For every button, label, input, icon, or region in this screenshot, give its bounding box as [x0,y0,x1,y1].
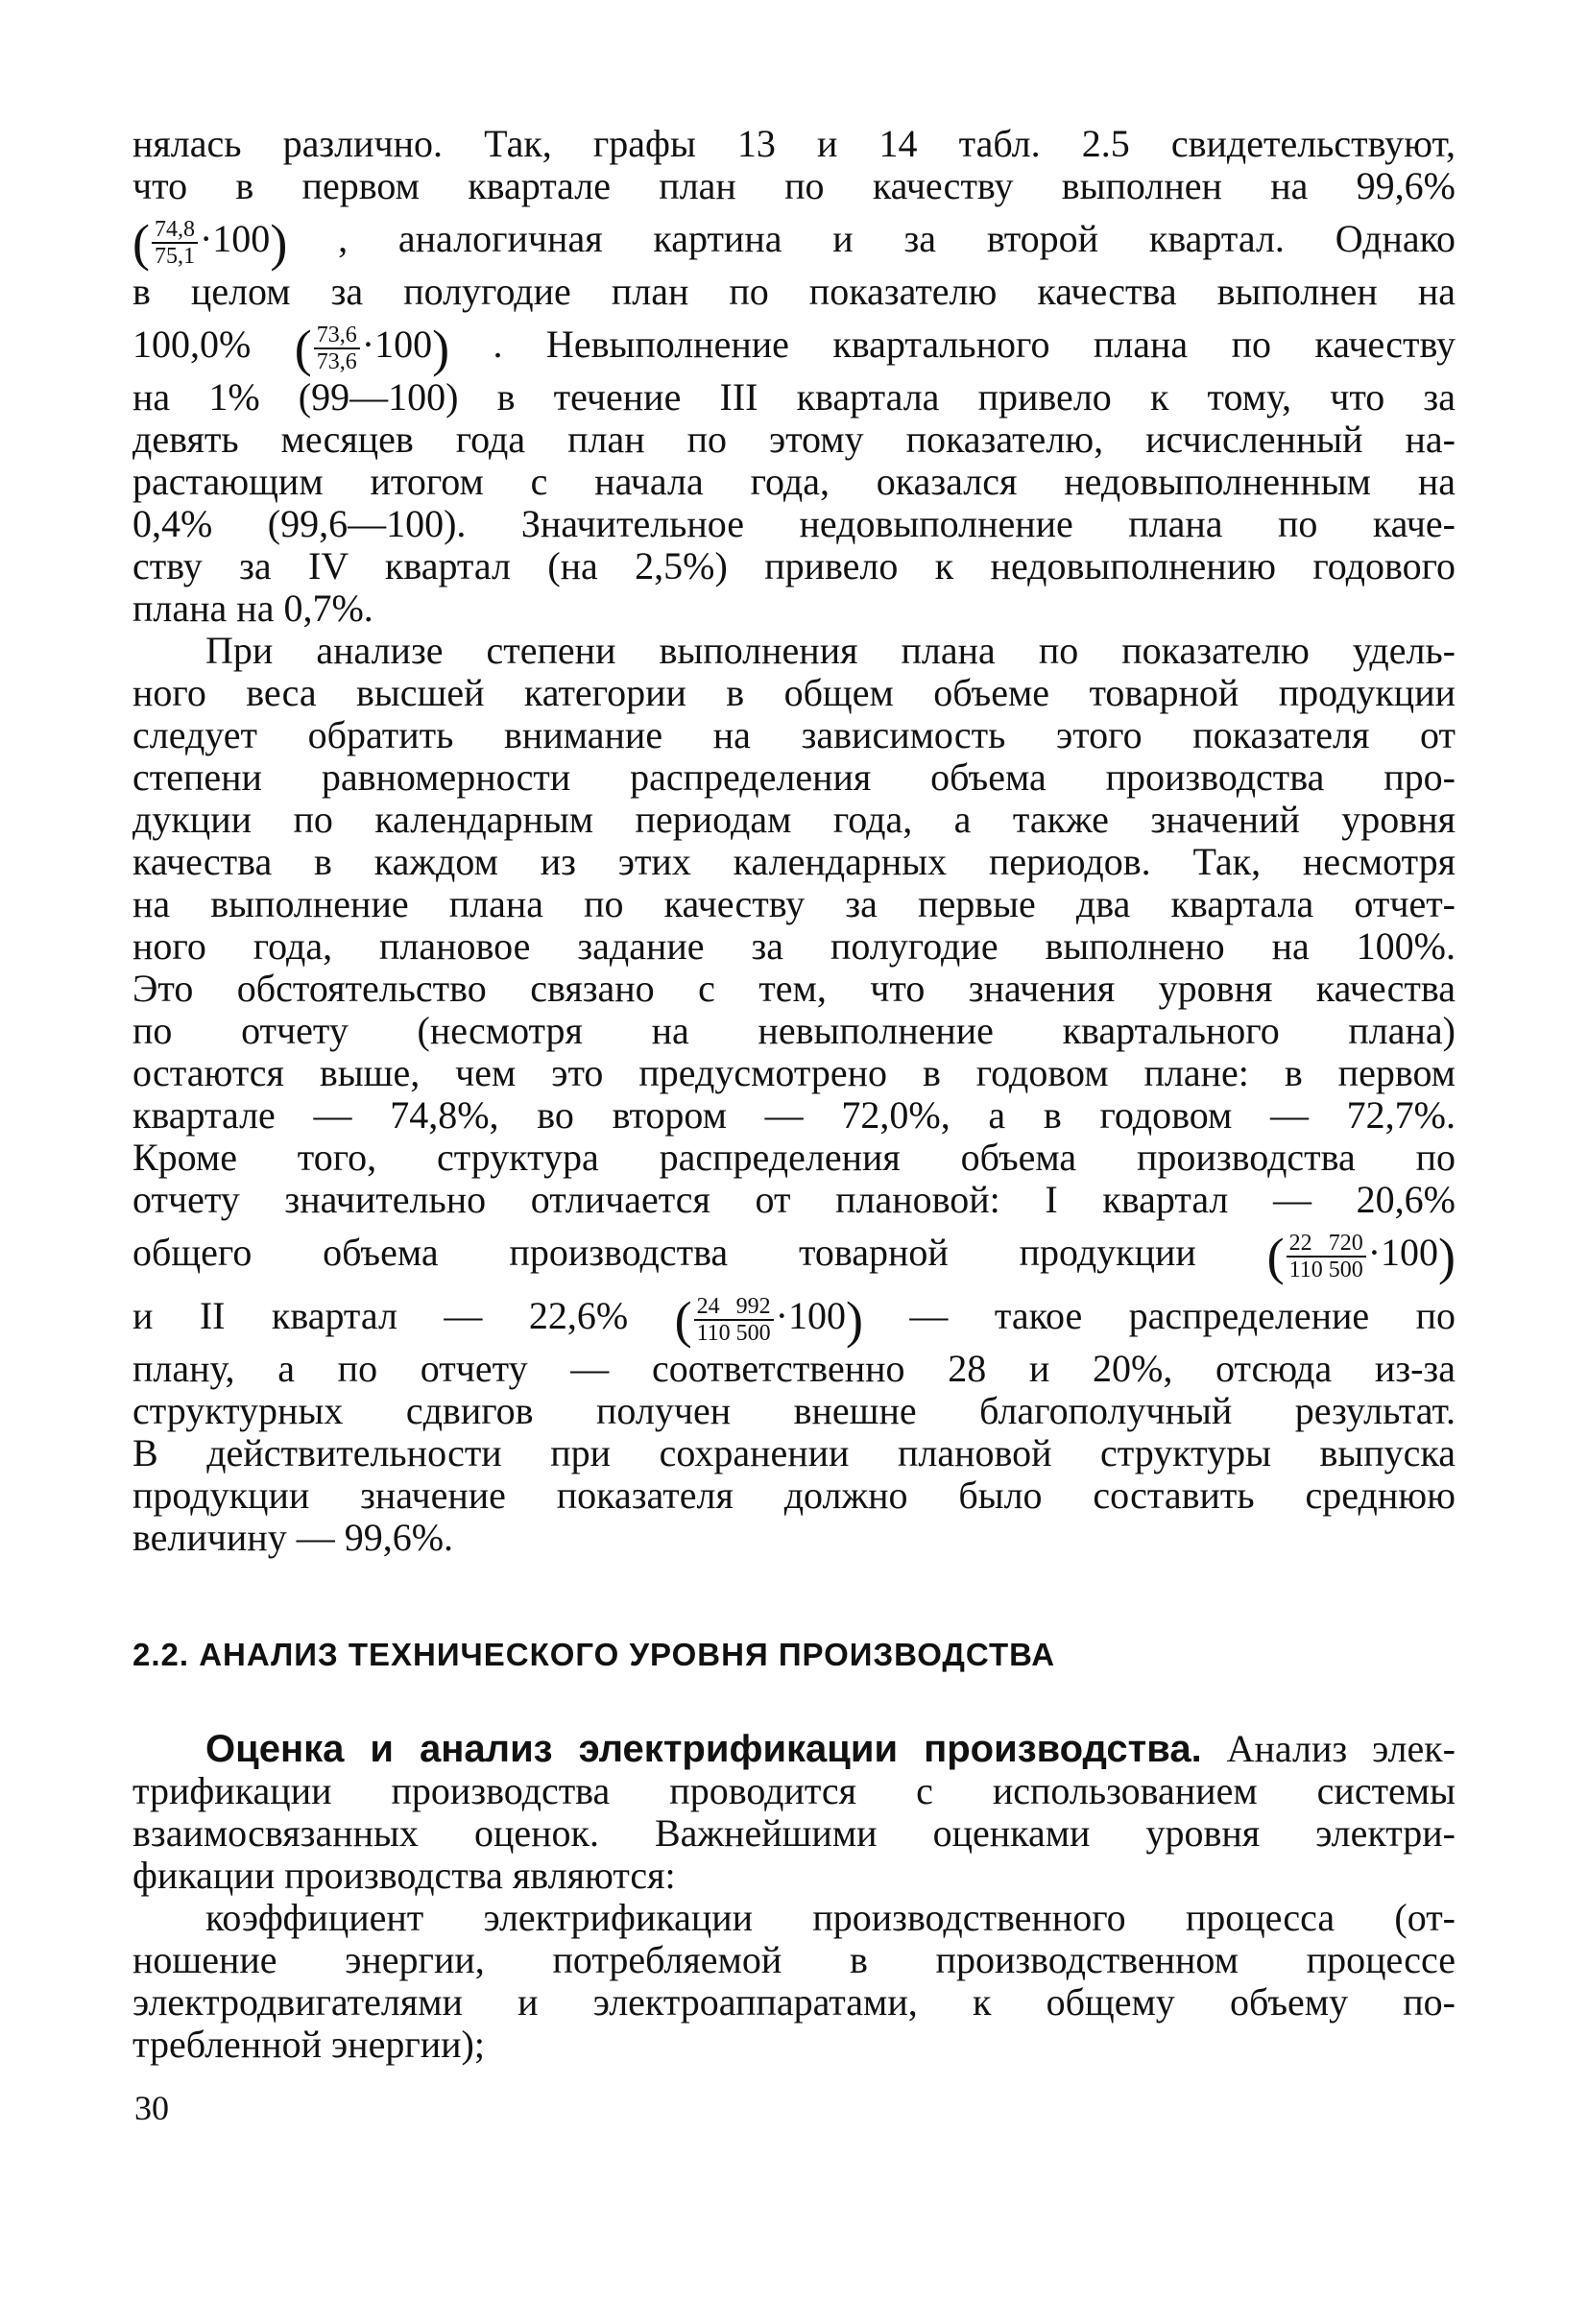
page-content [132,123,1456,2066]
paragraph-4 [132,1897,1456,2066]
text-line: что в первом квартале план по качеству выполнен на 99,6% [132,164,1456,207]
paren-right: ) [1438,1227,1456,1285]
text-line-with-fraction [132,313,1456,376]
fraction-denominator: 110 500 [1288,1257,1363,1282]
paragraph-2 [132,630,1456,1559]
text-line: степени равномерности распределения объема производства про- [132,755,1456,799]
fraction [694,1294,774,1346]
paren-right: ) [432,319,450,377]
text-line: по отчету (несмотря на невыполнение квартального плана) [132,1009,1456,1052]
paren-left: ( [294,319,312,377]
text-line: В действительности при сохранении плановой структуры выпуска [132,1431,1456,1474]
text-line-with-fraction [132,207,1456,271]
text-line-with-fraction [132,1284,1456,1348]
text-segment: Анализ элек- [1201,1727,1456,1770]
text-line: в целом за полугодие план по показателю качества выполнен на [132,270,1456,313]
text-line: ношение энергии, потребляемой в производственном процессе [132,1938,1456,1981]
fraction-numerator: 74,8 [152,217,198,244]
paren-right: ) [846,1290,863,1349]
text-line: ству за IV квартал (на 2,5%) привело к недовыполнению годового [132,544,1456,587]
text-segment: . Невыполнение квартального плана по качеству [493,323,1456,366]
text-line-with-fraction [132,1221,1456,1284]
fraction-numerator: 22 720 [1287,1231,1366,1258]
page-number: 30 [134,2089,169,2127]
text-line: плана на 0,7%. [132,587,373,630]
paren-right: ) [270,213,288,272]
text-line: коэффициент электрификации производственного процесса (от- [205,1896,1456,1939]
text-segment: общего объема производства товарной продукции [132,1231,1196,1274]
text-line: продукции значение показателя должно было составить среднюю [132,1473,1456,1517]
multiplier: ·100 [361,323,433,366]
text-line: качества в каждом из этих календарных периодов. Так, несмотря [132,840,1456,883]
text-line [132,1728,1456,1770]
text-line: взаимосвязанных оценок. Важнейшими оценками уровня электри- [132,1811,1456,1855]
text-line: фикации производства являются: [132,1854,676,1897]
text-line: на выполнение плана по качеству за первые два квартала отчет- [132,882,1456,925]
text-line: нялась различно. Так, графы 13 и 14 табл. 2.5 свидетельствуют, [132,122,1456,165]
fraction-numerator: 24 992 [694,1294,774,1321]
text-line: плану, а по отчету — соответственно 28 и 20%, отсюда из-за [132,1347,1456,1390]
multiplier: ·100 [1367,1231,1439,1274]
paragraph-3 [132,1728,1456,1897]
text-segment: 100,0% [132,323,252,366]
text-line: трификации производства проводится с использованием системы [132,1769,1456,1812]
fraction-denominator: 73,6 [316,348,357,374]
text-line: 0,4% (99,6—100). Значительное недовыполнение плана по каче- [132,502,1456,545]
text-line: остаются выше, чем это предусмотрено в годовом плане: в первом [132,1051,1456,1094]
text-line: квартале — 74,8%, во втором — 72,0%, а в годовом — 72,7%. [132,1093,1456,1137]
text-line: на 1% (99—100) в течение III квартала привело к тому, что за [132,375,1456,419]
fraction-denominator: 75,1 [154,243,195,269]
text-line: Это обстоятельство связано с тем, что значения уровня качества [132,967,1456,1010]
text-line: электродвигателями и электроаппаратами, к общему объему по- [132,1980,1456,2024]
text-line: структурных сдвигов получен внешне благополучный результат. [132,1389,1456,1432]
text-line: величину — 99,6%. [132,1516,454,1559]
text-line: следует обратить внимание на зависимость этого показателя от [132,713,1456,756]
text-line: Кроме того, структура распределения объема производства по [132,1136,1456,1179]
text-line: При анализе степени выполнения плана по показателю удель- [205,629,1456,672]
fraction-numerator: 73,6 [314,323,360,349]
bold-lead-in: Оценка и анализ электрификации производства. [205,1728,1202,1770]
text-line: ного веса высшей категории в общем объеме товарной продукции [132,671,1456,714]
text-segment: — такое распределение по [909,1294,1456,1337]
text-line: требленной энергии); [132,2023,485,2066]
multiplier: ·100 [199,217,271,260]
text-line: девять месяцев года план по этому показателю, исчисленный на- [132,418,1456,461]
section-heading: 2.2. АНАЛИЗ ТЕХНИЧЕСКОГО УРОВНЯ ПРОИЗВОДСТВА [132,1637,1056,1672]
fraction [1287,1231,1366,1282]
paren-left: ( [1266,1227,1285,1285]
paragraph-1 [132,123,1456,630]
fraction [314,323,360,374]
fraction-denominator: 110 500 [696,1320,771,1346]
text-line: дукции по календарным периодам года, а также значений уровня [132,798,1456,841]
paren-left: ( [674,1290,692,1349]
text-segment: , аналогичная картина и за второй квартал. Однако [338,217,1456,260]
multiplier: ·100 [775,1294,846,1337]
text-segment: и II квартал — 22,6% [132,1294,629,1337]
text-line: ного года, плановое задание за полугодие выполнено на 100%. [132,924,1456,968]
paren-left: ( [132,213,150,272]
text-line: отчету значительно отличается от плановой: I квартал — 20,6% [132,1178,1456,1221]
fraction [152,217,198,269]
text-line: растающим итогом с начала года, оказался недовыполненным на [132,460,1456,503]
